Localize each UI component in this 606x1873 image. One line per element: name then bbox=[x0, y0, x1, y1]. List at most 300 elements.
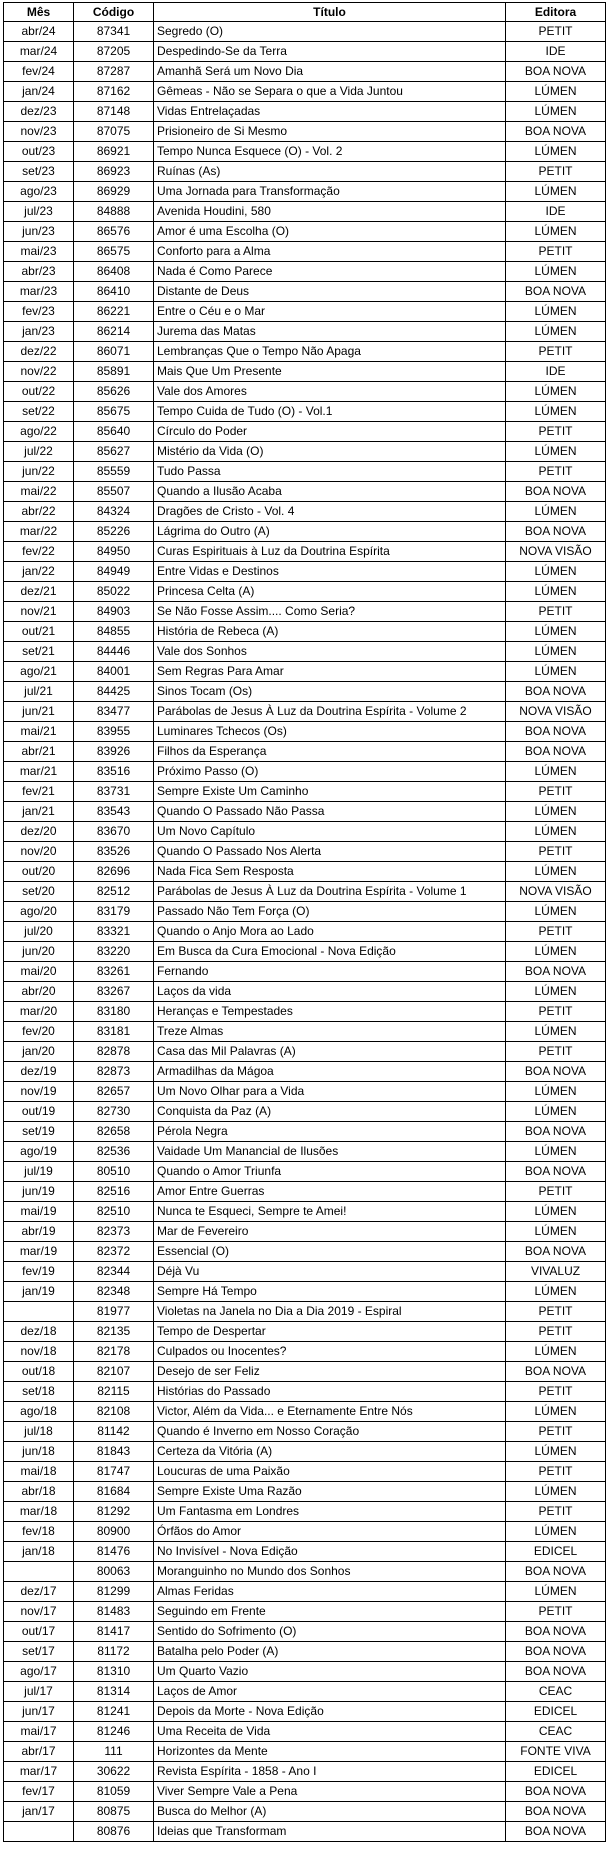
cell-titulo: Busca do Melhor (A) bbox=[154, 1802, 506, 1822]
cell-titulo: Mais Que Um Presente bbox=[154, 362, 506, 382]
cell-titulo: História de Rebeca (A) bbox=[154, 622, 506, 642]
cell-codigo: 81977 bbox=[74, 1302, 154, 1322]
table-row bbox=[4, 22, 606, 42]
cell-codigo: 81059 bbox=[74, 1782, 154, 1802]
table-row bbox=[4, 582, 606, 602]
cell-codigo: 85891 bbox=[74, 362, 154, 382]
table-row bbox=[4, 1422, 606, 1442]
cell-codigo: 86576 bbox=[74, 222, 154, 242]
table-row bbox=[4, 1542, 606, 1562]
cell-mes bbox=[4, 1302, 74, 1322]
cell-codigo: 83267 bbox=[74, 982, 154, 1002]
header-titulo: Título bbox=[154, 3, 506, 22]
cell-mes: fev/18 bbox=[4, 1522, 74, 1542]
cell-titulo: Conforto para a Alma bbox=[154, 242, 506, 262]
cell-codigo: 81172 bbox=[74, 1642, 154, 1662]
cell-codigo: 86071 bbox=[74, 342, 154, 362]
cell-editora: NOVA VISÃO bbox=[506, 702, 606, 722]
cell-mes: nov/18 bbox=[4, 1342, 74, 1362]
cell-codigo: 82657 bbox=[74, 1082, 154, 1102]
cell-codigo: 84425 bbox=[74, 682, 154, 702]
cell-mes: set/17 bbox=[4, 1642, 74, 1662]
cell-mes: abr/17 bbox=[4, 1742, 74, 1762]
table-row bbox=[4, 762, 606, 782]
cell-mes: dez/23 bbox=[4, 102, 74, 122]
cell-mes: jul/21 bbox=[4, 682, 74, 702]
cell-editora: BOA NOVA bbox=[506, 682, 606, 702]
cell-mes: jul/17 bbox=[4, 1682, 74, 1702]
cell-titulo: Entre Vidas e Destinos bbox=[154, 562, 506, 582]
cell-mes: mai/21 bbox=[4, 722, 74, 742]
cell-mes: nov/21 bbox=[4, 602, 74, 622]
cell-mes: abr/19 bbox=[4, 1222, 74, 1242]
cell-editora: EDICEL bbox=[506, 1702, 606, 1722]
cell-mes: mar/22 bbox=[4, 522, 74, 542]
table-row bbox=[4, 342, 606, 362]
cell-codigo: 30622 bbox=[74, 1762, 154, 1782]
cell-titulo: Prisioneiro de Si Mesmo bbox=[154, 122, 506, 142]
cell-codigo: 86923 bbox=[74, 162, 154, 182]
cell-mes: out/23 bbox=[4, 142, 74, 162]
cell-mes: out/20 bbox=[4, 862, 74, 882]
cell-mes: abr/22 bbox=[4, 502, 74, 522]
cell-editora: LÚMEN bbox=[506, 442, 606, 462]
table-row bbox=[4, 1522, 606, 1542]
cell-titulo: Violetas na Janela no Dia a Dia 2019 - Espiral bbox=[154, 1302, 506, 1322]
cell-mes: mai/17 bbox=[4, 1722, 74, 1742]
cell-editora: PETIT bbox=[506, 782, 606, 802]
cell-editora: CEAC bbox=[506, 1682, 606, 1702]
cell-editora: PETIT bbox=[506, 842, 606, 862]
cell-titulo: Luminares Tchecos (Os) bbox=[154, 722, 506, 742]
table-row bbox=[4, 902, 606, 922]
cell-mes: dez/20 bbox=[4, 822, 74, 842]
cell-codigo: 82512 bbox=[74, 882, 154, 902]
cell-editora: VIVALUZ bbox=[506, 1262, 606, 1282]
cell-editora: LÚMEN bbox=[506, 1022, 606, 1042]
cell-mes: jan/21 bbox=[4, 802, 74, 822]
cell-editora: LÚMEN bbox=[506, 302, 606, 322]
table-row bbox=[4, 922, 606, 942]
cell-codigo: 82344 bbox=[74, 1262, 154, 1282]
table-row bbox=[4, 622, 606, 642]
cell-codigo: 87341 bbox=[74, 22, 154, 42]
cell-codigo: 87148 bbox=[74, 102, 154, 122]
cell-editora: PETIT bbox=[506, 1322, 606, 1342]
cell-editora: LÚMEN bbox=[506, 142, 606, 162]
table-row bbox=[4, 1122, 606, 1142]
cell-editora: LÚMEN bbox=[506, 982, 606, 1002]
cell-codigo: 83926 bbox=[74, 742, 154, 762]
cell-editora: NOVA VISÃO bbox=[506, 882, 606, 902]
table-row bbox=[4, 422, 606, 442]
table-row bbox=[4, 1362, 606, 1382]
cell-mes: mai/23 bbox=[4, 242, 74, 262]
cell-mes bbox=[4, 1562, 74, 1582]
table-row bbox=[4, 1062, 606, 1082]
cell-mes: ago/18 bbox=[4, 1402, 74, 1422]
table-row bbox=[4, 522, 606, 542]
table-row bbox=[4, 1282, 606, 1302]
cell-editora: LÚMEN bbox=[506, 1402, 606, 1422]
cell-titulo: Parábolas de Jesus À Luz da Doutrina Espírita - Volume 1 bbox=[154, 882, 506, 902]
cell-editora: BOA NOVA bbox=[506, 1622, 606, 1642]
cell-editora: LÚMEN bbox=[506, 402, 606, 422]
cell-titulo: Viver Sempre Vale a Pena bbox=[154, 1782, 506, 1802]
cell-titulo: Mar de Fevereiro bbox=[154, 1222, 506, 1242]
table-row bbox=[4, 1562, 606, 1582]
cell-titulo: Nada Fica Sem Resposta bbox=[154, 862, 506, 882]
table-row bbox=[4, 482, 606, 502]
cell-codigo: 82372 bbox=[74, 1242, 154, 1262]
cell-codigo: 83731 bbox=[74, 782, 154, 802]
cell-editora: PETIT bbox=[506, 22, 606, 42]
cell-titulo: Vale dos Sonhos bbox=[154, 642, 506, 662]
cell-mes: dez/18 bbox=[4, 1322, 74, 1342]
cell-editora: LÚMEN bbox=[506, 1342, 606, 1362]
cell-mes: jun/18 bbox=[4, 1442, 74, 1462]
cell-mes: ago/17 bbox=[4, 1662, 74, 1682]
cell-titulo: Em Busca da Cura Emocional - Nova Edição bbox=[154, 942, 506, 962]
cell-codigo: 84001 bbox=[74, 662, 154, 682]
cell-codigo: 86214 bbox=[74, 322, 154, 342]
cell-mes: jul/18 bbox=[4, 1422, 74, 1442]
cell-codigo: 85226 bbox=[74, 522, 154, 542]
cell-codigo: 84950 bbox=[74, 542, 154, 562]
table-row bbox=[4, 42, 606, 62]
cell-codigo: 82516 bbox=[74, 1182, 154, 1202]
cell-mes: set/19 bbox=[4, 1122, 74, 1142]
cell-codigo: 82178 bbox=[74, 1342, 154, 1362]
cell-codigo: 83180 bbox=[74, 1002, 154, 1022]
cell-titulo: Sentido do Sofrimento (O) bbox=[154, 1622, 506, 1642]
cell-codigo: 84446 bbox=[74, 642, 154, 662]
cell-mes: mar/23 bbox=[4, 282, 74, 302]
cell-editora: EDICEL bbox=[506, 1762, 606, 1782]
table-row bbox=[4, 722, 606, 742]
cell-codigo: 81142 bbox=[74, 1422, 154, 1442]
cell-titulo: Jurema das Matas bbox=[154, 322, 506, 342]
cell-editora: BOA NOVA bbox=[506, 1362, 606, 1382]
cell-titulo: Lembranças Que o Tempo Não Apaga bbox=[154, 342, 506, 362]
cell-codigo: 82730 bbox=[74, 1102, 154, 1122]
cell-titulo: Vidas Entrelaçadas bbox=[154, 102, 506, 122]
cell-mes: fev/20 bbox=[4, 1022, 74, 1042]
cell-mes: fev/17 bbox=[4, 1782, 74, 1802]
cell-mes: mai/19 bbox=[4, 1202, 74, 1222]
table-row bbox=[4, 1702, 606, 1722]
cell-titulo: Culpados ou Inocentes? bbox=[154, 1342, 506, 1362]
table-row bbox=[4, 822, 606, 842]
cell-mes: jan/17 bbox=[4, 1802, 74, 1822]
cell-mes: mar/18 bbox=[4, 1502, 74, 1522]
cell-editora: LÚMEN bbox=[506, 222, 606, 242]
table-row bbox=[4, 1642, 606, 1662]
cell-codigo: 81476 bbox=[74, 1542, 154, 1562]
table-row bbox=[4, 982, 606, 1002]
table-row bbox=[4, 122, 606, 142]
cell-titulo: Almas Feridas bbox=[154, 1582, 506, 1602]
cell-codigo: 83321 bbox=[74, 922, 154, 942]
cell-codigo: 81310 bbox=[74, 1662, 154, 1682]
cell-editora: IDE bbox=[506, 202, 606, 222]
cell-codigo: 82107 bbox=[74, 1362, 154, 1382]
cell-titulo: Curas Espirituais à Luz da Doutrina Espírita bbox=[154, 542, 506, 562]
table-row bbox=[4, 742, 606, 762]
cell-editora: PETIT bbox=[506, 1382, 606, 1402]
cell-editora: LÚMEN bbox=[506, 322, 606, 342]
table-row bbox=[4, 262, 606, 282]
table-row bbox=[4, 1342, 606, 1362]
cell-codigo: 87075 bbox=[74, 122, 154, 142]
cell-titulo: Dragões de Cristo - Vol. 4 bbox=[154, 502, 506, 522]
cell-editora: PETIT bbox=[506, 1182, 606, 1202]
cell-editora: LÚMEN bbox=[506, 622, 606, 642]
cell-titulo: Horizontes da Mente bbox=[154, 1742, 506, 1762]
cell-mes: fev/21 bbox=[4, 782, 74, 802]
cell-editora: BOA NOVA bbox=[506, 1242, 606, 1262]
cell-editora: BOA NOVA bbox=[506, 482, 606, 502]
table-row bbox=[4, 1602, 606, 1622]
cell-codigo: 81483 bbox=[74, 1602, 154, 1622]
cell-mes: out/19 bbox=[4, 1102, 74, 1122]
cell-titulo: No Invisível - Nova Edição bbox=[154, 1542, 506, 1562]
cell-codigo: 87162 bbox=[74, 82, 154, 102]
cell-editora: BOA NOVA bbox=[506, 122, 606, 142]
cell-mes: mai/20 bbox=[4, 962, 74, 982]
cell-titulo: Moranguinho no Mundo dos Sonhos bbox=[154, 1562, 506, 1582]
cell-titulo: Avenida Houdini, 580 bbox=[154, 202, 506, 222]
cell-titulo: Segredo (O) bbox=[154, 22, 506, 42]
cell-codigo: 81684 bbox=[74, 1482, 154, 1502]
cell-codigo: 83261 bbox=[74, 962, 154, 982]
cell-mes: abr/21 bbox=[4, 742, 74, 762]
cell-editora: PETIT bbox=[506, 1462, 606, 1482]
table-row bbox=[4, 1382, 606, 1402]
table-row bbox=[4, 442, 606, 462]
cell-titulo: Nada é Como Parece bbox=[154, 262, 506, 282]
cell-codigo: 84855 bbox=[74, 622, 154, 642]
cell-editora: PETIT bbox=[506, 1302, 606, 1322]
table-row bbox=[4, 542, 606, 562]
cell-codigo: 80063 bbox=[74, 1562, 154, 1582]
cell-titulo: Distante de Deus bbox=[154, 282, 506, 302]
cell-codigo: 82696 bbox=[74, 862, 154, 882]
cell-codigo: 81246 bbox=[74, 1722, 154, 1742]
cell-mes: jan/18 bbox=[4, 1542, 74, 1562]
cell-editora: LÚMEN bbox=[506, 502, 606, 522]
cell-codigo: 85640 bbox=[74, 422, 154, 442]
cell-titulo: Amor é uma Escolha (O) bbox=[154, 222, 506, 242]
cell-mes: fev/23 bbox=[4, 302, 74, 322]
cell-codigo: 81241 bbox=[74, 1702, 154, 1722]
cell-mes: jun/22 bbox=[4, 462, 74, 482]
cell-codigo: 83670 bbox=[74, 822, 154, 842]
cell-codigo: 84324 bbox=[74, 502, 154, 522]
cell-mes: dez/19 bbox=[4, 1062, 74, 1082]
cell-titulo: Quando o Amor Triunfa bbox=[154, 1162, 506, 1182]
cell-titulo: Sempre Há Tempo bbox=[154, 1282, 506, 1302]
cell-titulo: Nunca te Esqueci, Sempre te Amei! bbox=[154, 1202, 506, 1222]
table-row bbox=[4, 1662, 606, 1682]
cell-titulo: Tempo Nunca Esquece (O) - Vol. 2 bbox=[154, 142, 506, 162]
cell-titulo: Vale dos Amores bbox=[154, 382, 506, 402]
cell-codigo: 84888 bbox=[74, 202, 154, 222]
cell-titulo: Tempo de Despertar bbox=[154, 1322, 506, 1342]
cell-mes: out/17 bbox=[4, 1622, 74, 1642]
cell-mes: out/21 bbox=[4, 622, 74, 642]
cell-mes: jul/22 bbox=[4, 442, 74, 462]
cell-editora: PETIT bbox=[506, 1422, 606, 1442]
cell-editora: LÚMEN bbox=[506, 1202, 606, 1222]
cell-codigo: 85022 bbox=[74, 582, 154, 602]
table-row bbox=[4, 202, 606, 222]
table-row bbox=[4, 1502, 606, 1522]
cell-codigo: 86575 bbox=[74, 242, 154, 262]
cell-mes: ago/19 bbox=[4, 1142, 74, 1162]
table-row bbox=[4, 402, 606, 422]
cell-editora: LÚMEN bbox=[506, 82, 606, 102]
table-row bbox=[4, 1222, 606, 1242]
cell-codigo: 82873 bbox=[74, 1062, 154, 1082]
cell-titulo: Laços da vida bbox=[154, 982, 506, 1002]
cell-codigo: 83220 bbox=[74, 942, 154, 962]
cell-titulo: Tudo Passa bbox=[154, 462, 506, 482]
table-row bbox=[4, 1262, 606, 1282]
cell-editora: PETIT bbox=[506, 422, 606, 442]
cell-editora: LÚMEN bbox=[506, 1082, 606, 1102]
table-row bbox=[4, 1002, 606, 1022]
table-row bbox=[4, 602, 606, 622]
cell-editora: LÚMEN bbox=[506, 802, 606, 822]
cell-titulo: Loucuras de uma Paixão bbox=[154, 1462, 506, 1482]
cell-editora: PETIT bbox=[506, 1042, 606, 1062]
table-row bbox=[4, 1722, 606, 1742]
cell-titulo: Histórias do Passado bbox=[154, 1382, 506, 1402]
cell-editora: LÚMEN bbox=[506, 582, 606, 602]
cell-codigo: 81843 bbox=[74, 1442, 154, 1462]
cell-editora: IDE bbox=[506, 362, 606, 382]
cell-mes: jun/21 bbox=[4, 702, 74, 722]
cell-codigo: 85559 bbox=[74, 462, 154, 482]
cell-mes: jun/23 bbox=[4, 222, 74, 242]
table-row bbox=[4, 1782, 606, 1802]
cell-mes: jun/19 bbox=[4, 1182, 74, 1202]
table-row bbox=[4, 222, 606, 242]
cell-codigo: 83543 bbox=[74, 802, 154, 822]
table-row bbox=[4, 1102, 606, 1122]
table-row bbox=[4, 842, 606, 862]
cell-titulo: Próximo Passo (O) bbox=[154, 762, 506, 782]
cell-mes: jul/19 bbox=[4, 1162, 74, 1182]
cell-editora: BOA NOVA bbox=[506, 1122, 606, 1142]
cell-titulo: Ideias que Transformam bbox=[154, 1822, 506, 1842]
table-row bbox=[4, 802, 606, 822]
cell-mes: jan/19 bbox=[4, 1282, 74, 1302]
cell-mes: fev/22 bbox=[4, 542, 74, 562]
cell-mes: dez/22 bbox=[4, 342, 74, 362]
cell-titulo: Casa das Mil Palavras (A) bbox=[154, 1042, 506, 1062]
cell-titulo: Batalha pelo Poder (A) bbox=[154, 1642, 506, 1662]
cell-titulo: Lágrima do Outro (A) bbox=[154, 522, 506, 542]
cell-editora: BOA NOVA bbox=[506, 1162, 606, 1182]
cell-codigo: 82135 bbox=[74, 1322, 154, 1342]
cell-editora: PETIT bbox=[506, 342, 606, 362]
cell-titulo: Princesa Celta (A) bbox=[154, 582, 506, 602]
table-row bbox=[4, 1822, 606, 1842]
table-row bbox=[4, 182, 606, 202]
cell-titulo: Desejo de ser Feliz bbox=[154, 1362, 506, 1382]
cell-titulo: Gêmeas - Não se Separa o que a Vida Juntou bbox=[154, 82, 506, 102]
table-row bbox=[4, 1682, 606, 1702]
table-row bbox=[4, 282, 606, 302]
cell-codigo: 83181 bbox=[74, 1022, 154, 1042]
cell-codigo: 81299 bbox=[74, 1582, 154, 1602]
cell-mes: ago/23 bbox=[4, 182, 74, 202]
cell-titulo: Sempre Existe Um Caminho bbox=[154, 782, 506, 802]
cell-titulo: Sem Regras Para Amar bbox=[154, 662, 506, 682]
cell-codigo: 82658 bbox=[74, 1122, 154, 1142]
cell-codigo: 84903 bbox=[74, 602, 154, 622]
cell-codigo: 82536 bbox=[74, 1142, 154, 1162]
table-row bbox=[4, 362, 606, 382]
cell-mes: nov/22 bbox=[4, 362, 74, 382]
cell-titulo: Vaidade Um Manancial de Ilusões bbox=[154, 1142, 506, 1162]
table-row bbox=[4, 142, 606, 162]
cell-mes: abr/18 bbox=[4, 1482, 74, 1502]
cell-titulo: Victor, Além da Vida... e Eternamente Entre Nós bbox=[154, 1402, 506, 1422]
cell-editora: BOA NOVA bbox=[506, 722, 606, 742]
cell-editora: BOA NOVA bbox=[506, 1822, 606, 1842]
cell-codigo: 81417 bbox=[74, 1622, 154, 1642]
table-row bbox=[4, 382, 606, 402]
cell-codigo: 82510 bbox=[74, 1202, 154, 1222]
table-row bbox=[4, 782, 606, 802]
cell-titulo: Treze Almas bbox=[154, 1022, 506, 1042]
cell-editora: BOA NOVA bbox=[506, 1782, 606, 1802]
cell-titulo: Fernando bbox=[154, 962, 506, 982]
cell-mes: dez/17 bbox=[4, 1582, 74, 1602]
cell-titulo: Um Fantasma em Londres bbox=[154, 1502, 506, 1522]
table-body bbox=[4, 22, 606, 1842]
cell-editora: BOA NOVA bbox=[506, 962, 606, 982]
cell-titulo: Ruínas (As) bbox=[154, 162, 506, 182]
cell-editora: LÚMEN bbox=[506, 1102, 606, 1122]
cell-mes: jan/24 bbox=[4, 82, 74, 102]
cell-editora: LÚMEN bbox=[506, 642, 606, 662]
cell-titulo: Quando a Ilusão Acaba bbox=[154, 482, 506, 502]
cell-editora: BOA NOVA bbox=[506, 1062, 606, 1082]
cell-codigo: 83955 bbox=[74, 722, 154, 742]
cell-codigo: 86408 bbox=[74, 262, 154, 282]
cell-mes: jul/23 bbox=[4, 202, 74, 222]
cell-codigo: 80876 bbox=[74, 1822, 154, 1842]
cell-titulo: Depois da Morte - Nova Edição bbox=[154, 1702, 506, 1722]
table-row bbox=[4, 1802, 606, 1822]
cell-mes: fev/19 bbox=[4, 1262, 74, 1282]
cell-editora: LÚMEN bbox=[506, 862, 606, 882]
cell-mes: mar/17 bbox=[4, 1762, 74, 1782]
cell-mes: jan/22 bbox=[4, 562, 74, 582]
cell-codigo: 86929 bbox=[74, 182, 154, 202]
cell-editora: BOA NOVA bbox=[506, 1662, 606, 1682]
cell-titulo: Parábolas de Jesus À Luz da Doutrina Espírita - Volume 2 bbox=[154, 702, 506, 722]
cell-editora: BOA NOVA bbox=[506, 1642, 606, 1662]
table-row bbox=[4, 1742, 606, 1762]
cell-mes: mar/19 bbox=[4, 1242, 74, 1262]
cell-codigo: 83526 bbox=[74, 842, 154, 862]
cell-titulo: Amanhã Será um Novo Dia bbox=[154, 62, 506, 82]
